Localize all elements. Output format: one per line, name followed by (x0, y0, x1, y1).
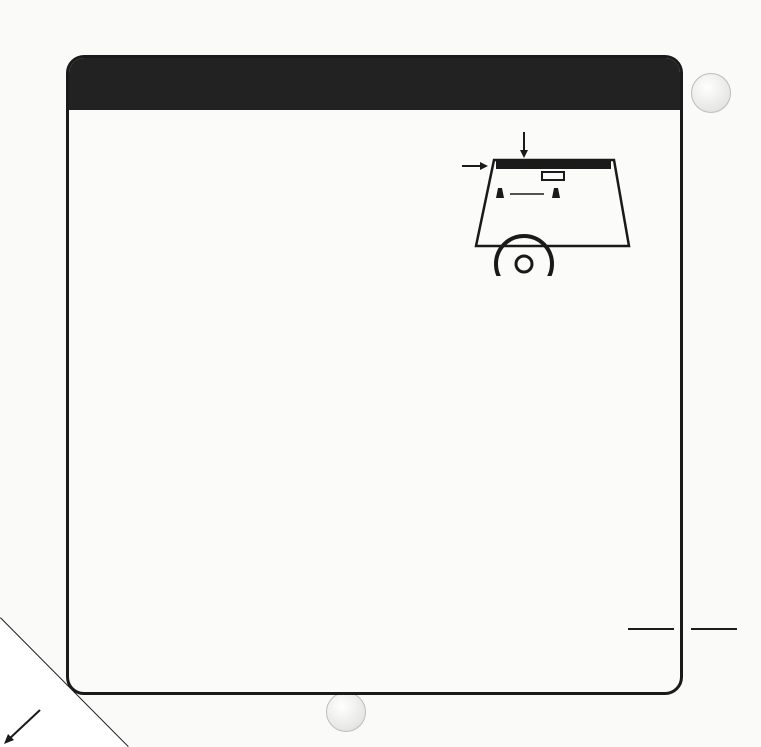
punch-hole-bottom (326, 692, 366, 732)
windscreen-diagram (454, 126, 654, 276)
punch-hole-top-right (691, 73, 731, 113)
dez-box-2 (683, 627, 745, 631)
info-panel (66, 55, 683, 695)
peel-corner[interactable] (0, 590, 130, 747)
header-banner (69, 58, 680, 110)
dez-box-1 (620, 627, 682, 631)
